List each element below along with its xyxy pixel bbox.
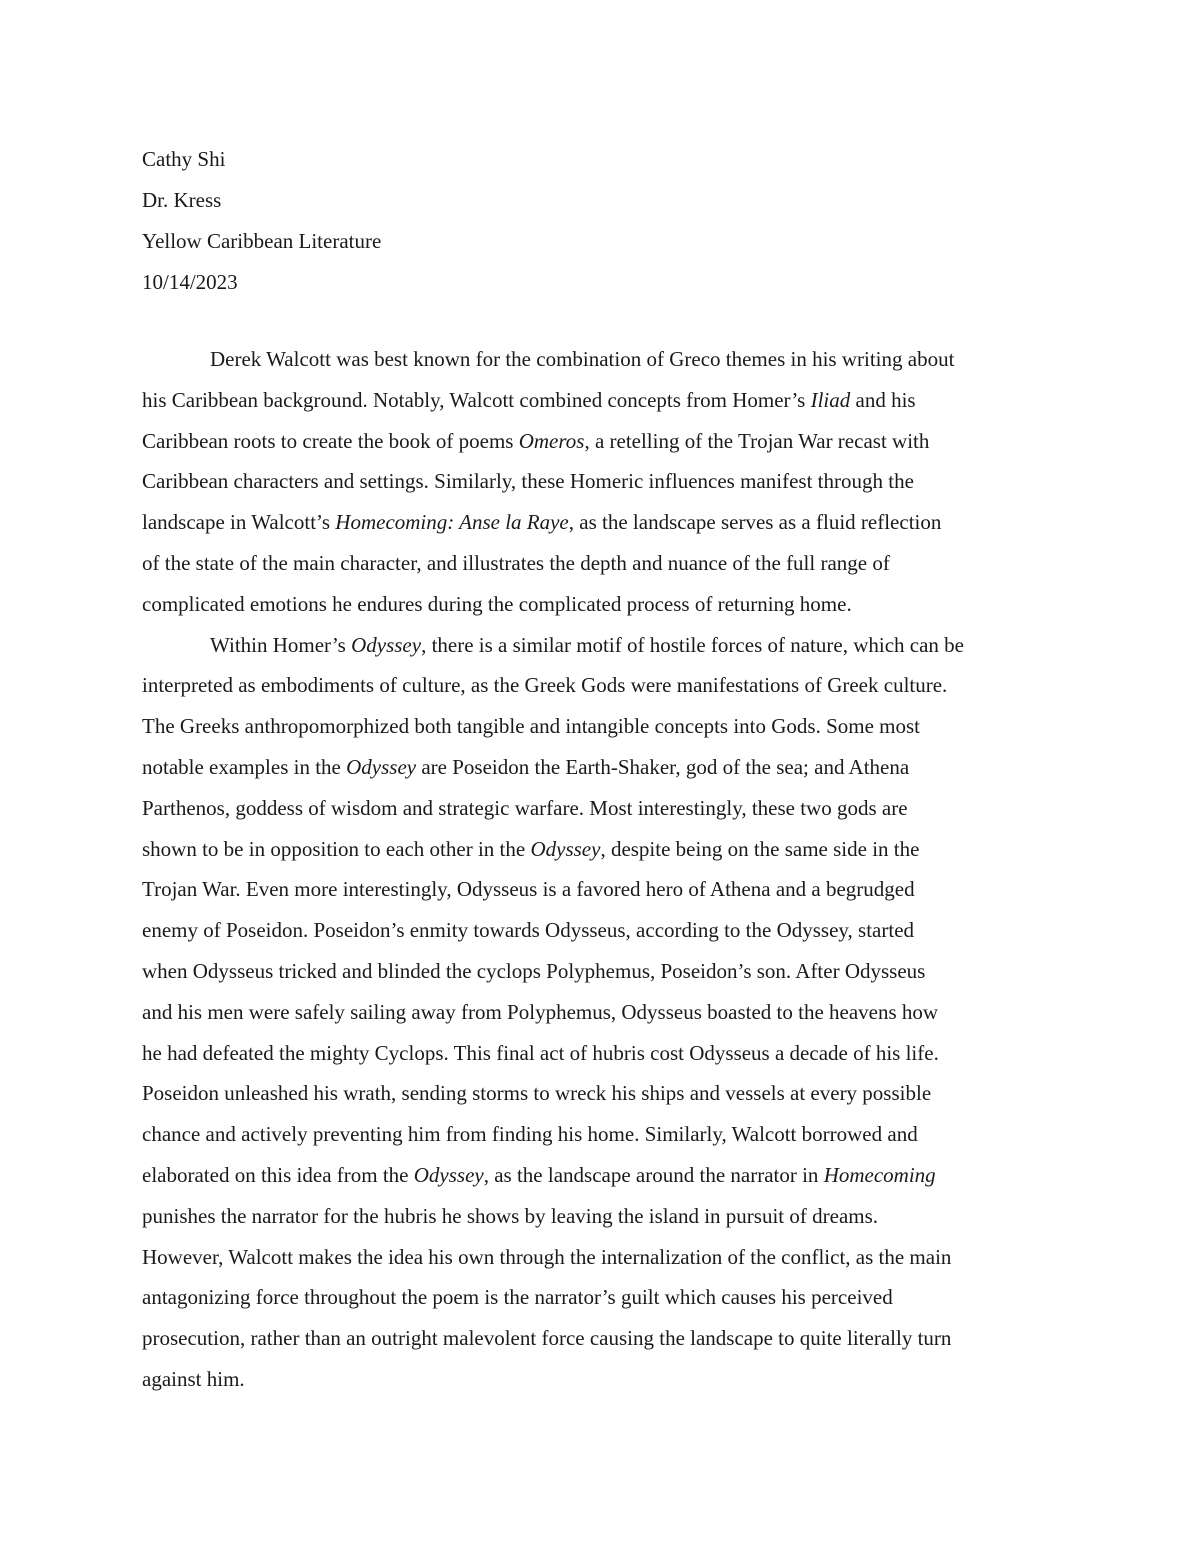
text-segment: Caribbean characters and settings. Similarly, these Homeric influences manifest through the [142,469,914,494]
text-line [142,706,1062,747]
text-segment: against him. [142,1366,245,1391]
essay-body [142,339,1062,1400]
text-line [142,747,1062,788]
text-segment: , as the landscape serves as a fluid reflection [568,510,942,535]
text-segment: elaborated on this idea from the [142,1162,414,1187]
text-line [142,1073,1062,1114]
text-line [142,421,1062,462]
text-segment: Derek Walcott was best known for the combination of Greco themes in his writing about [210,347,955,371]
text-line [142,461,1062,502]
text-segment: shown to be in opposition to each other in the [142,836,531,861]
text-line [142,951,1062,992]
text-line [142,339,1062,380]
text-segment: Parthenos, goddess of wisdom and strategic warfare. Most interestingly, these two gods are [142,795,908,820]
text-segment: , despite being on the same side in the [600,836,920,861]
text-segment: he had defeated the mighty Cyclops. This final act of hubris cost Odysseus a decade of his life. [142,1040,939,1065]
italic-title: Odyssey [413,1162,484,1187]
text-segment: antagonizing force throughout the poem is the narrator’s guilt which causes his perceived [142,1285,893,1310]
text-segment: notable examples in the [142,754,347,779]
text-line [142,1114,1062,1155]
heading-block [142,139,1062,303]
text-line [142,543,1062,584]
text-segment: , as the landscape around the narrator in [483,1162,824,1187]
text-segment: and his [850,387,916,412]
text-segment: and his men were safely sailing away from Polyphemus, Odysseus boasted to the heavens how [142,999,939,1024]
italic-title: Homecoming [823,1162,936,1187]
instructor-name: Dr. Kress [142,188,222,212]
text-segment: prosecution, rather than an outright malevolent force causing the landscape to quite literally turn [142,1326,952,1351]
text-line [142,829,1062,870]
text-segment: The Greeks anthropomorphized both tangible and intangible concepts into Gods. Some most [142,714,921,739]
italic-title: Odyssey [346,754,417,779]
text-line [142,1033,1062,1074]
text-line [142,992,1062,1033]
text-line [142,665,1062,706]
text-segment: However, Walcott makes the idea his own through the internalization of the conflict, as the main [142,1244,952,1269]
author-name: Cathy Shi [142,147,226,171]
text-segment: complicated emotions he endures during the complicated process of returning home. [142,591,852,616]
text-segment: punishes the narrator for the hubris he shows by leaving the island in pursuit of dreams. [142,1203,879,1228]
paragraph [142,339,1062,625]
text-segment: interpreted as embodiments of culture, as the Greek Gods were manifestations of Greek culture. [142,673,948,698]
paragraph [142,625,1062,1400]
text-segment: Trojan War. Even more interestingly, Odysseus is a favored hero of Athena and a begrudged [142,877,915,902]
text-segment: his Caribbean background. Notably, Walcott combined concepts from Homer’s [142,387,811,412]
text-segment: , there is a similar motif of hostile forces of nature, which can be [421,632,964,657]
text-line [142,1359,1062,1400]
text-segment: when Odysseus tricked and blinded the cyclops Polyphemus, Poseidon’s son. After Odysseus [142,958,926,983]
text-line [142,1318,1062,1359]
text-segment: Caribbean roots to create the book of poems [142,428,519,453]
italic-title: Omeros [518,428,585,453]
text-segment: Within Homer’s [210,632,352,657]
text-segment: , a retelling of the Trojan War recast with [584,428,930,453]
italic-title: Iliad [810,387,851,412]
text-line [142,869,1062,910]
text-segment: of the state of the main character, and illustrates the depth and nuance of the full range of [142,550,890,575]
text-segment: landscape in Walcott’s [142,510,336,535]
text-line [142,502,1062,543]
submission-date: 10/14/2023 [142,270,238,294]
text-segment: are Poseidon the Earth-Shaker, god of the sea; and Athena [416,754,910,779]
text-line [142,788,1062,829]
text-segment: enemy of Poseidon. Poseidon’s enmity towards Odysseus, according to the Odyssey, started [142,918,915,943]
course-name: Yellow Caribbean Literature [142,229,382,253]
text-segment: chance and actively preventing him from finding his home. Similarly, Walcott borrowed and [142,1122,918,1147]
italic-title: Odyssey [530,836,601,861]
text-line [142,584,1062,625]
text-line [142,910,1062,951]
italic-title: Odyssey [351,632,422,657]
text-line [142,1155,1062,1196]
text-line [142,1277,1062,1318]
text-line [142,1196,1062,1237]
text-line [142,625,1062,666]
text-line [142,380,1062,421]
text-segment: Poseidon unleashed his wrath, sending storms to wreck his ships and vessels at every possible [142,1081,932,1106]
text-line [142,1237,1062,1278]
italic-title: Homecoming: Anse la Raye [335,510,569,535]
